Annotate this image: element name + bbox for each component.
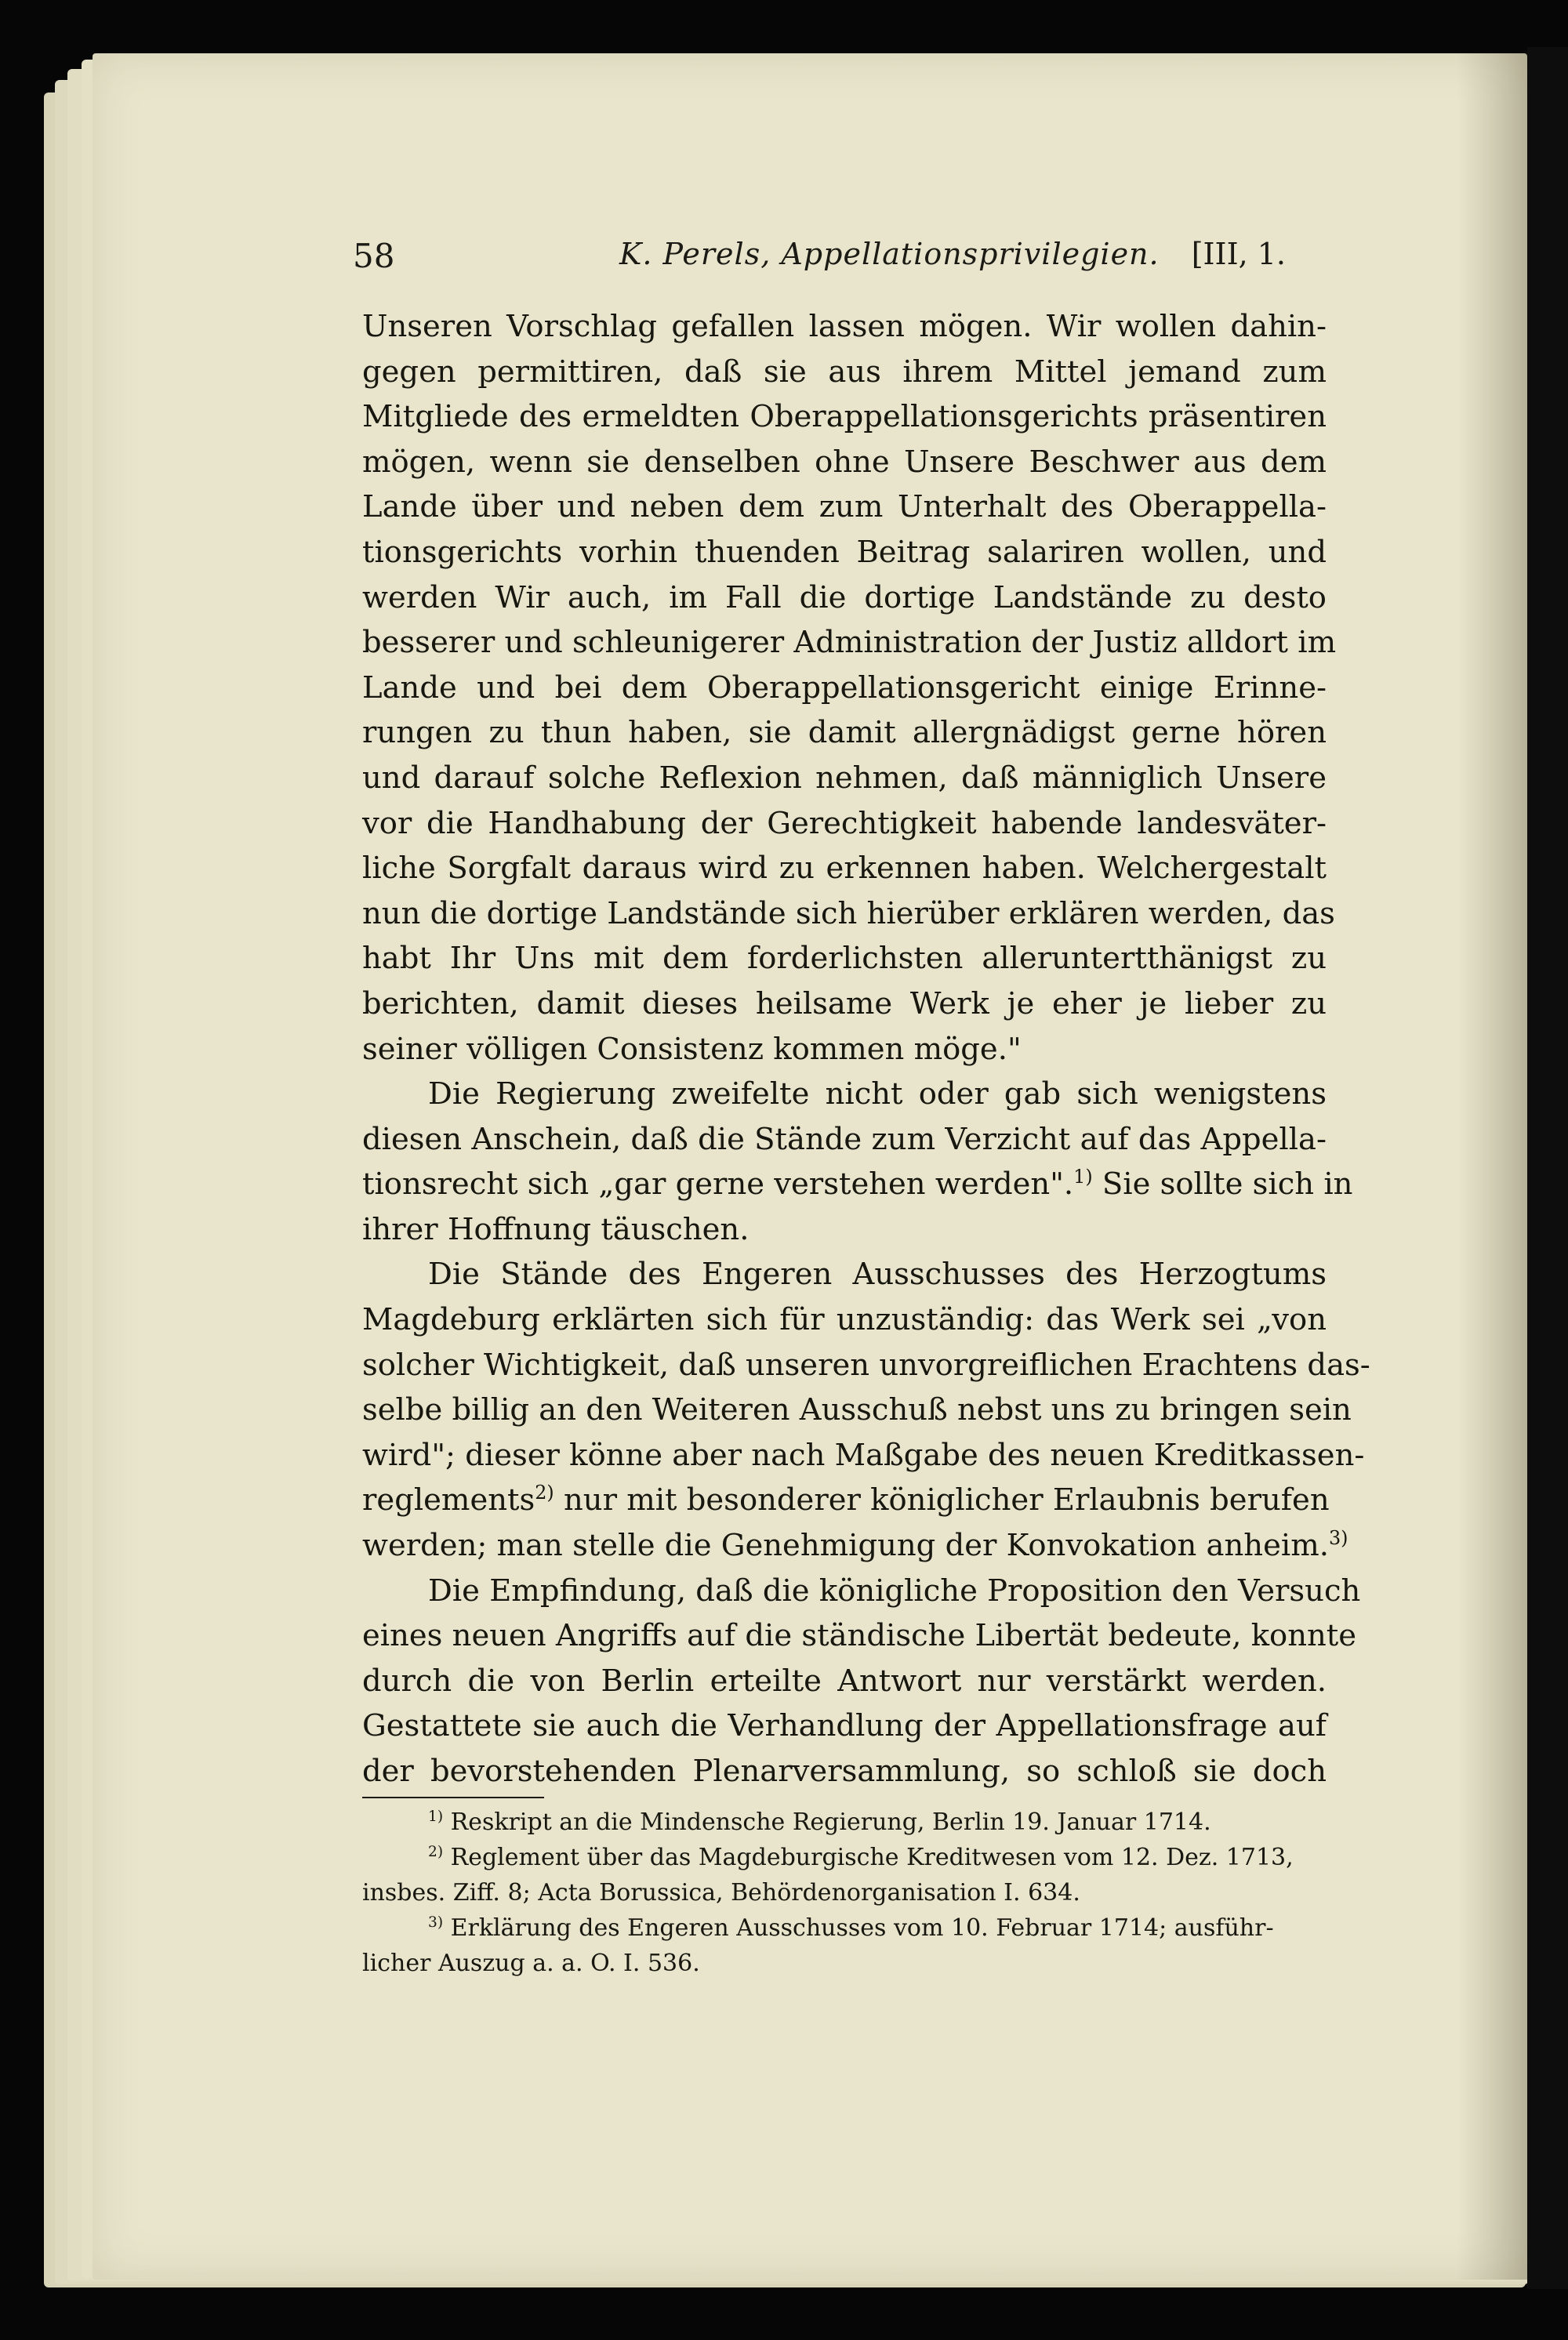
text-segment: nur mit besonderer königlicher Erlaubnis berufen (554, 1482, 1330, 1518)
text-line: Die Empfindung, daß die königliche Proposition den Versuch (428, 1573, 1361, 1609)
text-line: nun die dortige Landstände sich hierüber erklären werden, das (362, 895, 1335, 931)
text-line: liche Sorgfalt daraus wird zu erkennen haben. Welchergestalt (362, 851, 1327, 887)
text-line: durch die von Berlin erteilte Antwort nur verstärkt werden. (362, 1663, 1327, 1699)
text-line: Mitgliede des ermeldten Oberappellationsgerichts präsentiren (362, 399, 1327, 435)
text-segment: tionsrecht sich „gar gerne verstehen werden". (362, 1166, 1074, 1203)
text-line (362, 1478, 1330, 1523)
footnote-ref: 2) (535, 1482, 554, 1504)
scan-border-right (1527, 47, 1568, 2289)
footnote-1 (362, 1805, 1327, 1840)
page-number: 58 (353, 237, 395, 275)
text-line: und darauf solche Reflexion nehmen, daß männiglich Unsere (362, 760, 1327, 796)
footnote-text: Reskript an die Mindensche Regierung, Berlin 19. Januar 1714. (450, 1809, 1211, 1836)
footnote-2-cont: insbes. Ziff. 8; Acta Borussica, Behördenorganisation I. 634. (362, 1879, 1080, 1906)
footnote-divider (362, 1797, 544, 1798)
page-gutter-shadow (1457, 53, 1527, 2280)
footnote-text: Erklärung des Engeren Ausschusses vom 10. Februar 1714; ausführ- (450, 1914, 1274, 1942)
text-line: habt Ihr Uns mit dem forderlichsten alleruntertthänigst zu (362, 941, 1327, 977)
text-line: seiner völligen Consistenz kommen möge." (362, 1031, 1022, 1067)
text-line: berichten, damit dieses heilsame Werk je eher je lieber zu (362, 985, 1327, 1021)
footnote-mark: 2) (428, 1844, 444, 1860)
text-line: vor die Handhabung der Gerechtigkeit habende landesväter- (362, 805, 1327, 841)
text-line: mögen, wenn sie denselben ohne Unsere Beschwer aus dem (362, 444, 1327, 480)
text-line: diesen Anschein, daß die Stände zum Verzicht auf das Appella- (362, 1121, 1327, 1157)
main-text (362, 304, 1370, 1794)
text-line: Lande und bei dem Oberappellationsgericht einige Erinne- (362, 669, 1327, 706)
text-segment: Sie sollte sich in (1092, 1166, 1353, 1203)
text-line: der bevorstehenden Plenarversammlung, so schloß sie doch (362, 1754, 1327, 1789)
text-line: wird"; dieser könne aber nach Maßgabe des neuen Kreditkassen- (362, 1437, 1365, 1473)
footnote-2 (362, 1840, 1327, 1875)
footnote-3-cont: licher Auszug a. a. O. I. 536. (362, 1950, 700, 1977)
text-line: ihrer Hoffnung täuschen. (362, 1211, 750, 1247)
footnotes (362, 1805, 1327, 1981)
running-header (267, 219, 1333, 290)
footnote-ref: 1) (1073, 1166, 1093, 1188)
footnote-mark: 3) (428, 1914, 444, 1931)
section-marker: [III, 1. (1191, 237, 1286, 271)
text-line: werden Wir auch, im Fall die dortige Landstände zu desto (362, 579, 1327, 615)
text-line: gegen permittiren, daß sie aus ihrem Mittel jemand zum (362, 354, 1327, 390)
text-line: Unseren Vorschlag gefallen lassen mögen. Wir wollen dahin- (362, 309, 1327, 344)
text-line: Lande über und neben dem zum Unterhalt des Oberappella- (362, 489, 1327, 525)
text-line: Die Stände des Engeren Ausschusses des Herzogtums (428, 1257, 1327, 1293)
footnote-mark: 1) (428, 1809, 444, 1825)
text-line: tionsgerichts vorhin thuenden Beitrag salariren wollen, und (362, 534, 1327, 570)
text-line: solcher Wichtigkeit, daß unseren unvorgreiflichen Erachtens das- (362, 1347, 1370, 1383)
text-segment: werden; man stelle die Genehmigung der Konvokation anheim. (362, 1528, 1329, 1564)
text-line: besserer und schleunigerer Administration der Justiz alldort im (362, 625, 1337, 661)
text-line: Gestattete sie auch die Verhandlung der Appellationsfrage auf (362, 1708, 1327, 1744)
text-line (362, 1162, 1353, 1207)
text-line: Die Regierung zweifelte nicht oder gab sich wenigstens (428, 1076, 1327, 1112)
footnote-3 (362, 1910, 1327, 1946)
running-title: K. Perels, Appellationsprivilegien. (619, 237, 1160, 271)
text-line: selbe billig an den Weiteren Ausschuß nebst uns zu bringen sein (362, 1392, 1352, 1428)
text-segment: reglements (362, 1482, 535, 1518)
footnote-text: Reglement über das Magdeburgische Kreditwesen vom 12. Dez. 1713, (450, 1844, 1294, 1871)
text-line: Magdeburg erklärten sich für unzuständig: das Werk sei „von (362, 1302, 1327, 1338)
text-line: eines neuen Angriffs auf die ständische Libertät bedeute, konnte (362, 1618, 1357, 1654)
text-line (362, 1523, 1348, 1569)
text-line: rungen zu thun haben, sie damit allergnädigst gerne hören (362, 715, 1327, 751)
footnote-ref: 3) (1328, 1527, 1348, 1550)
